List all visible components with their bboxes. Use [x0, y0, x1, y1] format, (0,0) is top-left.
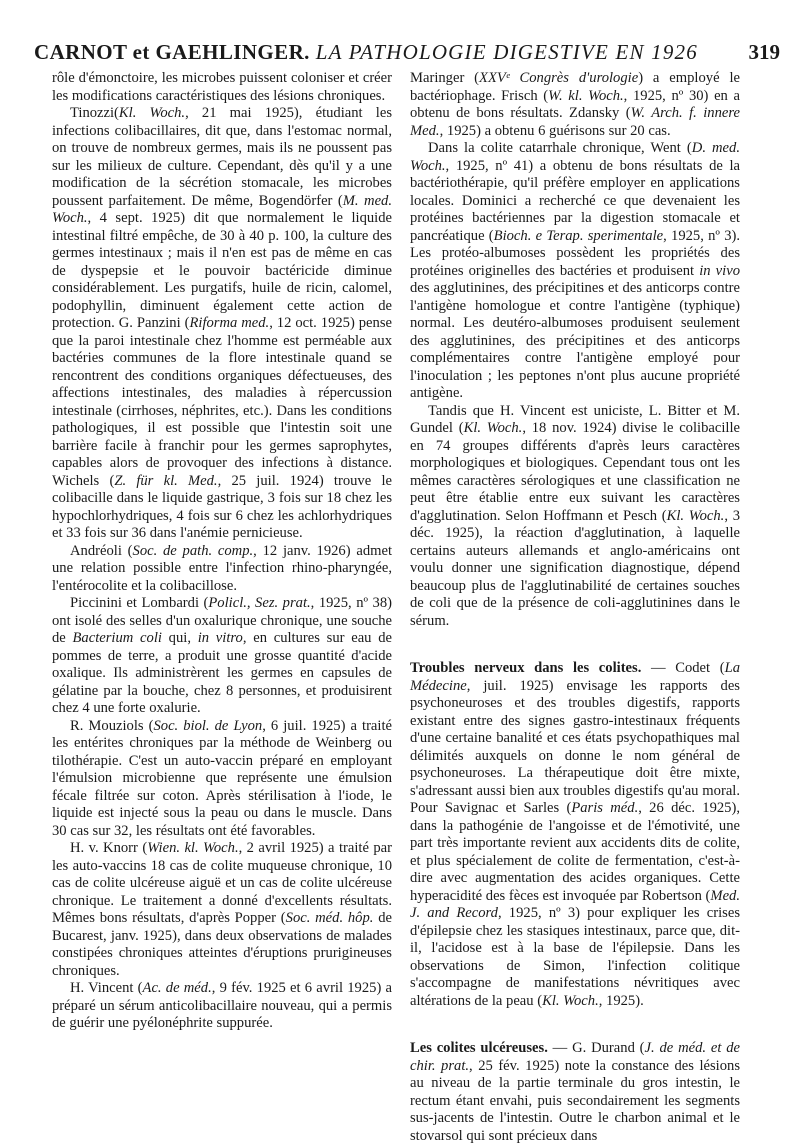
citation: W. kl. Woch. [548, 87, 624, 104]
text-run: Andréoli ( [70, 542, 133, 559]
text-run: , 12 janv. 1926) admet une relation possible entre l'infection rhino-pharyngée, l'entérocolite et la colibacillose. [52, 542, 393, 594]
citation: J. de méd. et de chir. prat. [410, 1040, 740, 1074]
text-run: R. Mouziols ( [70, 717, 154, 734]
citation: Med. J. and Record [410, 887, 740, 921]
page-number: 319 [748, 40, 780, 64]
paragraph [52, 105, 392, 543]
paragraph [410, 403, 740, 631]
section-heading: Troubles nerveux dans les colites. [410, 660, 642, 676]
paragraph [410, 140, 740, 403]
section-gap [410, 1010, 740, 1040]
citation: Policl., Sez. prat. [208, 595, 311, 611]
text-run: , 1925, nº 41) a obtenu de bons résultats de la bactériothérapie, qu'il préfère employer en applications locales. Dominici a recherché ce que devenaient les protéines bactériennes par la digestion stomacale et pancréatique ( [410, 157, 740, 244]
citation: Bioch. e Terap. sperimentale [493, 227, 664, 244]
text-run: , 1925) a obtenu 6 guérisons sur 20 cas. [439, 122, 671, 139]
text-run: , 1925, nº 38) ont isolé des selles d'un oxalurique chronique, une souche de [52, 595, 392, 646]
citation: W. Arch. f. innere Med. [410, 105, 740, 139]
text-run: H. Vincent ( [70, 980, 143, 996]
text-run: , 1925, nº 3). Les protéo-albumoses possèdent les propriétés des protéines originelles des bactéries et produisent [410, 227, 740, 279]
left-column [52, 70, 392, 1033]
text-run: , 9 fév. 1925 et 6 avril 1925) a préparé un sérum anticolibacillaire nouveau, qui a permis de guérir une pyélonéphrite suppurée. [52, 980, 392, 1031]
citation: XXVᵉ Congrès d'urologie [479, 70, 639, 86]
citation: Z. für kl. Med. [114, 472, 218, 489]
citation: Soc. de path. comp. [132, 542, 254, 559]
paragraph: rôle d'émonctoire, les microbes puissent coloniser et créer les modifications caractéristiques des lésions chroniques. [52, 70, 392, 104]
section-heading: Les colites ulcéreuses. [410, 1040, 548, 1056]
text-run: , juil. 1925) envisage les rapports des psychoneuroses et des troubles digestifs, rapports existant entre des signes gastro-intestinaux fréquents d'une certaine banalité et ces états psychopathiques mal délimités auxquels on donne le nom général de psychoneuroses. La thérapeutique doit être mixte, s'adressant aussi bien aux troubles digestifs qu'au moral. Pour Savignac et Sarles ( [410, 677, 740, 816]
header-authors: CARNOT et GAEHLINGER. [34, 40, 310, 64]
citation: La Médecine [410, 660, 740, 694]
citation: Soc. biol. de Lyon [153, 717, 263, 734]
text-run: — G. Durand ( [547, 1040, 645, 1056]
text-run: , 18 nov. 1924) divise le colibacille en 74 groupes différents d'après leurs caractères morphologiques et biologiques. Cependant tous ont les mêmes caractères sérologiques et une classification ne peut être établie entre eux suivant les caractères d'agglutination. Selon Hoffmann et Pesch ( [410, 420, 740, 524]
paragraph [52, 543, 392, 596]
text-run: , en cultures sur eau de pommes de terre, a produit une grosse quantité d'acide oxalique. Ils administrèrent les germes en capsules de gélatine par la bouche, chez 8 personnes, et produisirent chez 4 une forte oxalurie. [52, 630, 392, 716]
text-run: , 4 sept. 1925) dit que normalement le liquide intestinal filtré empêche, de 30 à 40 p. 100, la culture des germes intestinaux ; mais il n'en est pas de même en cas de dyspepsie et le pouvoir bactéricide diminue considérablement. Les purgatifs, huile de ricin, calomel, podophyllin, diminuent également cette action de protection. G. Panzini ( [52, 210, 392, 331]
citation: Soc. méd. hôp. [285, 910, 374, 926]
text-run: , 3 déc. 1925), la réaction d'agglutination, à laquelle certains auteurs allemands et anglo-américains ont voulu donner une signification diagnostique, dépend beaucoup plus de l'agglutinabilité de certaines souches de coli que de la présence de coli-agglutinines dans le sérum. [410, 507, 740, 629]
text-run: Tandis que H. Vincent est uniciste, L. Bitter et M. Gundel ( [410, 402, 740, 436]
text-run: H. v. Knorr ( [70, 840, 148, 856]
text-run: Piccinini et Lombardi ( [70, 595, 209, 611]
citation: D. med. Woch. [410, 140, 740, 174]
paragraph [52, 980, 392, 1033]
text-run: , 26 déc. 1925), dans la pathogénie de l'angoisse et de l'émotivité, une part très importante revient aux accidents dits de colite, et plus spécialement de colite de fermentation, c'est-à-dire avec augmentation des acides organiques. Cette hyperacidité des fèces est invoquée par Robertson ( [410, 800, 740, 904]
text-run: — Codet ( [641, 660, 725, 676]
citation: Kl. Woch. [118, 105, 186, 121]
citation: M. med. Woch. [52, 192, 392, 226]
text-run: Dans la colite catarrhale chronique, Went ( [428, 140, 692, 156]
text-run: , 6 juil. 1925) a traité les entérites chroniques par la méthode de Weinberg ou tilothérapie. C'est un auto-vaccin préparé en employant l'émulsion microbienne que représente une émulsion fécale filtrée sur coton. Après stérilisation à l'iode, le liquide est injecté sous la peau ou dans le muscle. Dans 30 cas sur 32, les résultats ont été favorables. [52, 717, 392, 839]
text-run: , 1925, nº 3) pour expliquer les crises d'épilepsie chez les stasiques intestinaux, parce que, dit-il, l'acidose est à la base de l'épilepsie. Dans les observations de Simon, l'infection colitique s'accompagne de manifestations névritiques avec altérations de la peau ( [410, 905, 740, 1009]
text-run: , 1925, nº 30) en a obtenu de bons résultats. Zdansky ( [410, 87, 740, 121]
citation: in vitro [197, 630, 243, 646]
text-run: qui, [161, 630, 198, 646]
paragraph [410, 70, 740, 140]
paragraph [52, 595, 392, 718]
text-run: Maringer ( [410, 70, 480, 86]
paragraph [52, 840, 392, 980]
section-paragraph [410, 1040, 740, 1145]
section-gap [410, 630, 740, 660]
text-run: des agglutinines, des précipitines et des anticorps contre l'antigène homologue et contre l'antigène (typhique) normal. Les deutéro-albumoses produisent seulement des agglutinines, des précipitines et des anticorps complémentaires contre l'antigène employé pour l'inoculation ; les peptones n'ont plus aucune propriété antigène. [410, 280, 740, 401]
citation: Paris méd. [571, 800, 639, 816]
text-run: , 25 juil. 1924) trouve le colibacille dans le liquide gastrique, 3 fois sur 18 chez les hypochlorhydriques, 4 fois sur 6 chez les achlorhydriques et 33 fois sur 36 dans l'anémie pernicieuse. [52, 472, 392, 541]
citation: in vivo [699, 262, 740, 279]
text-run: de Bucarest, janv. 1925), dans deux observations de malades constipées chroniques atteintes d'éruptions prurigineuses chroniques. [52, 910, 392, 979]
text-run: Tinozzi( [70, 105, 119, 121]
citation: Kl. Woch. [666, 507, 725, 524]
paragraph [52, 718, 392, 841]
header-left [34, 38, 698, 66]
text-run: , 12 oct. 1925) pense que la paroi intestinale chez l'homme est perméable aux bactéries communes de la flore intestinale quand se rencontrent des conditions organiques défectueuses, des affections intestinales, des maladies à répercussion intestinale (cirrhoses, néphrites, etc.). Dans les conditions pathologiques, il est possible que l'intestin soit une barrière facile à franchir pour les germes saprophytes, capables alors de provoquer des infections à distance. Wichels ( [52, 315, 392, 489]
citation: Kl. Woch. [542, 992, 599, 1009]
citation: Bacterium coli [72, 630, 162, 646]
text-run: , 2 avril 1925) a traité par les auto-vaccins 18 cas de colite muqueuse chronique, 10 cas de colite ulcéreuse aiguë et un cas de colite ulcéreuse chronique. Le traitement a donné d'excellents résultats. Mêmes bons résultats, d'après Popper ( [52, 840, 392, 926]
text-run: ) a employé le bactériophage. Frisch ( [410, 70, 740, 104]
running-header [34, 38, 780, 66]
text-run: , 25 fév. 1925) note la constance des lésions au niveau de la partie terminale du gros intestin, le rectum étant envahi, puis secondairement les segments sus-jacents de l'intestin. Outre le charbon animal et le stovarsol qui sont précieux dans [410, 1057, 741, 1144]
header-title: LA PATHOLOGIE DIGESTIVE EN 1926 [315, 40, 698, 64]
section-paragraph [410, 660, 740, 1010]
text-run: , 1925). [598, 992, 644, 1009]
right-column [410, 70, 740, 1145]
citation: Kl. Woch. [463, 420, 523, 436]
citation: Riforma med. [189, 315, 270, 331]
citation: Ac. de méd. [142, 980, 212, 996]
citation: Wien. kl. Woch. [147, 840, 239, 856]
text-run: , 21 mai 1925), étudiant les infections colibacillaires, dit que, dans l'estomac normal, on trouve de nombreux germes, mais ils ne poussent pas sur les milieux de culture. Cependant, dès qu'il y a une modification de la sécrétion stomacale, les microbes poussent parfaitement. De même, Bogendörfer ( [52, 105, 392, 209]
